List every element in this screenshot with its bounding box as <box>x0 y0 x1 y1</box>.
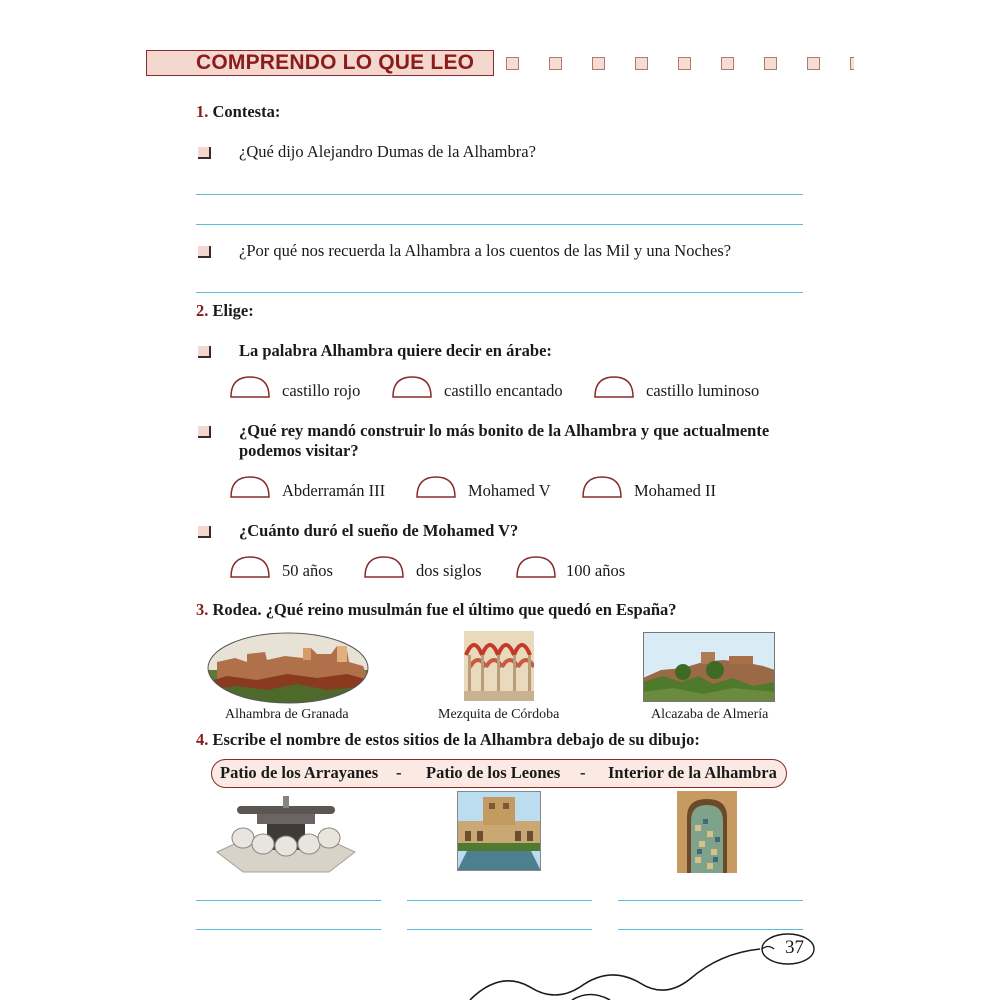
q4-label: Escribe el nombre de estos sitios de la Alhambra debajo de su dibujo: <box>212 730 700 749</box>
q2-label: Elige: <box>212 301 254 320</box>
word-bank-separator: - <box>580 763 586 782</box>
option-text: 100 años <box>566 561 626 580</box>
q2-question-1: La palabra Alhambra quiere decir en árabe: <box>239 341 552 360</box>
alcazaba-almeria-picture[interactable] <box>643 632 775 702</box>
header-square <box>678 57 691 70</box>
header-square <box>549 57 562 70</box>
answer-line[interactable] <box>618 900 803 901</box>
q1-number: 1. <box>196 102 209 121</box>
decorative-cord <box>460 925 780 1000</box>
caption-1: Alhambra de Granada <box>225 707 349 722</box>
word-bank-separator: - <box>396 763 402 782</box>
q1-label: Contesta: <box>212 102 281 121</box>
option-text: Mohamed V <box>468 481 551 500</box>
choice-arch-icon[interactable] <box>582 476 622 498</box>
bullet-icon <box>198 147 211 159</box>
answer-line[interactable] <box>196 194 803 195</box>
q3-label: Rodea. ¿Qué reino musulmán fue el último que quedó en España? <box>212 600 677 619</box>
option-text: castillo rojo <box>282 381 361 400</box>
choice-arch-icon[interactable] <box>392 376 432 398</box>
alhambra-granada-picture[interactable] <box>207 632 369 704</box>
choice-arch-icon[interactable] <box>230 376 270 398</box>
option-text: dos siglos <box>416 561 482 580</box>
option-text: 50 años <box>282 561 333 580</box>
q2-question-2-line2: podemos visitar? <box>239 441 359 460</box>
page-number: 37 <box>785 937 804 958</box>
choice-arch-icon[interactable] <box>416 476 456 498</box>
header-square <box>807 57 820 70</box>
q2-question-3: ¿Cuánto duró el sueño de Mohamed V? <box>239 521 519 540</box>
q1-item-2: ¿Por qué nos recuerda la Alhambra a los cuentos de las Mil y una Noches? <box>239 241 732 260</box>
header-square <box>721 57 734 70</box>
answer-line[interactable] <box>196 929 381 930</box>
q2-question-2-line1: ¿Qué rey mandó construir lo más bonito de la Alhambra y que actualmente <box>239 421 770 440</box>
q3-heading <box>196 600 677 620</box>
q4-number: 4. <box>196 730 209 749</box>
caption-3: Alcazaba de Almería <box>651 707 769 722</box>
header-square <box>850 57 854 70</box>
q1-heading <box>196 102 280 122</box>
answer-line[interactable] <box>196 900 381 901</box>
answer-line[interactable] <box>196 224 803 225</box>
patio-leones-picture[interactable] <box>213 796 359 876</box>
patio-arrayanes-picture[interactable] <box>457 791 541 871</box>
page-title: COMPRENDO LO QUE LEO <box>196 51 475 74</box>
option-text: Mohamed II <box>634 481 717 500</box>
answer-line[interactable] <box>196 292 803 293</box>
header-square <box>635 57 648 70</box>
q1-item-1: ¿Qué dijo Alejandro Dumas de la Alhambra? <box>239 142 536 161</box>
q4-heading <box>196 730 700 750</box>
caption-2: Mezquita de Córdoba <box>438 707 560 722</box>
bullet-icon <box>198 346 211 358</box>
interior-alhambra-picture[interactable] <box>677 791 737 873</box>
option-text: castillo luminoso <box>646 381 760 400</box>
q3-number: 3. <box>196 600 209 619</box>
bullet-icon <box>198 426 211 438</box>
mezquita-cordoba-picture[interactable] <box>464 631 534 701</box>
word-bank-option-2: Patio de los Leones <box>426 763 561 782</box>
q2-heading <box>196 301 254 321</box>
choice-arch-icon[interactable] <box>230 556 270 578</box>
choice-arch-icon[interactable] <box>364 556 404 578</box>
answer-line[interactable] <box>407 900 592 901</box>
word-bank-option-3: Interior de la Alhambra <box>608 763 777 782</box>
option-text: castillo encantado <box>444 381 563 400</box>
q2-number: 2. <box>196 301 209 320</box>
header-square <box>764 57 777 70</box>
bullet-icon <box>198 526 211 538</box>
choice-arch-icon[interactable] <box>594 376 634 398</box>
choice-arch-icon[interactable] <box>230 476 270 498</box>
word-bank-option-1: Patio de los Arrayanes <box>220 763 379 782</box>
option-text: Abderramán III <box>282 481 386 500</box>
header-square <box>592 57 605 70</box>
bullet-icon <box>198 246 211 258</box>
header-square <box>506 57 519 70</box>
choice-arch-icon[interactable] <box>516 556 556 578</box>
